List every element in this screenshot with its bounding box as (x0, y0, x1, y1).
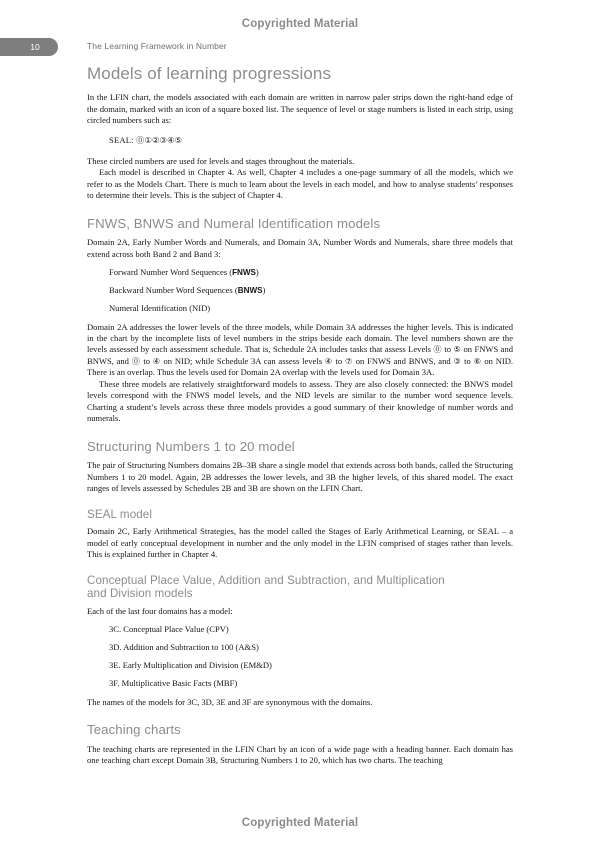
list-item-text: Numeral Identification (NID) (109, 303, 211, 314)
list-item-tail: ) (262, 285, 266, 296)
heading-teaching-charts: Teaching charts (87, 722, 181, 738)
paragraph-models-intro: In the LFIN chart, the models associated with each domain are written in narrow paler strips down the right-hand edge of the domain, marked with an icon of a square boxed list. The sequence of level or stage numbers is listed in each strip, using circled numbers such as: (87, 92, 513, 125)
paragraph-segment: to (332, 355, 345, 366)
paragraph-models-connected: These three models are relatively straightforward models to assess. They are also closely connected: the BNWS model levels correspond with the FNWS model levels, and the NID levels are similar to the number word sequence levels. Charting a student’s levels across these three models provides a good summary of their knowledge of number words and numerals. (87, 378, 513, 424)
level-circled-number: ⑥ (473, 355, 482, 366)
list-item-tail: ) (255, 267, 259, 278)
paragraph-circled-numbers-use: These circled numbers are used for levels and stages throughout the materials. (87, 155, 355, 166)
list-item: 3F. Multiplicative Basic Facts (MBF) (109, 678, 238, 689)
seal-example-circled-numbers: ⓪①②③④⑤ (136, 135, 183, 146)
paragraph-segment: on FNWS and BNWS, and (87, 344, 514, 366)
level-circled-number: ④ (324, 355, 333, 366)
level-circled-number: ④ (152, 355, 161, 366)
paragraph-segment: to (461, 355, 474, 366)
copyright-banner-top: Copyrighted Material (241, 18, 359, 30)
heading-line-2: and Division models (87, 587, 193, 601)
heading-models-of-learning-progressions: Models of learning progressions (87, 64, 332, 83)
list-item-text: Forward Number Word Sequences ( (109, 267, 233, 278)
list-item-text: Backward Number Word Sequences ( (109, 285, 238, 296)
list-item-abbr: BNWS (237, 286, 263, 296)
paragraph-last-four-domains: Each of the last four domains has a model: (87, 605, 233, 616)
level-circled-number: ⓪ (433, 344, 442, 355)
list-item: 3D. Addition and Subtraction to 100 (A&S) (109, 642, 259, 653)
list-item (109, 303, 513, 314)
heading-cpv-as-emd-models (87, 574, 513, 601)
running-head-title: The Learning Framework in Number (87, 41, 227, 51)
paragraph-segment: on FNWS and BNWS, and (352, 355, 454, 366)
paragraph-seal-model: Domain 2C, Early Arithmetical Strategies, has the model called the Stages of Early Arithmetical Learning, or SEAL – a model of early conceptual development in number and the only model in the LFIN comprised of stages rather than levels. This is explained further in Chapter 4. (87, 526, 513, 560)
heading-structuring-numbers-model: Structuring Numbers 1 to 20 model (87, 438, 295, 454)
level-circled-number: ⑤ (453, 344, 462, 355)
list-shared-models (87, 267, 513, 314)
list-domain-models (87, 624, 513, 689)
paragraph-segment: to (441, 344, 454, 355)
list-item: 3E. Early Multiplication and Division (EM&D) (109, 660, 272, 671)
heading-seal-model: SEAL model (87, 507, 153, 521)
paragraph-segment: on NID. There is an overlap. Thus the levels used for Domain 2A overlap with the levels used for Domain 3A. (87, 355, 514, 378)
paragraph-segment: on NID; while Schedule 3A can assess levels (160, 355, 325, 366)
heading-line-1: Conceptual Place Value, Addition and Subtraction, and Multiplication (87, 573, 445, 587)
page-content (87, 64, 513, 767)
level-circled-number: ⑦ (344, 355, 353, 366)
paragraph-teaching-charts: The teaching charts are represented in the LFIN Chart by an icon of a wide page with a heading banner. Each domain has one teaching chart except Domain 3B, Structuring Numbers 1 to 20, which has two charts. The teaching (87, 743, 513, 766)
copyright-banner-bottom: Copyrighted Material (241, 817, 359, 829)
running-head (0, 38, 600, 56)
heading-fnws-bnws-nid-models: FNWS, BNWS and Numeral Identification models (87, 215, 381, 231)
paragraph-model-names-synonymous: The names of the models for 3C, 3D, 3E and 3F are synonymous with the domains. (87, 696, 373, 707)
list-item-abbr: FNWS (232, 268, 256, 278)
paragraph-domain-levels (87, 322, 513, 379)
list-item (109, 285, 513, 296)
paragraph-models-chart: Each model is described in Chapter 4. As well, Chapter 4 includes a one-page summary of all the models, which we refer to as the Models Chart. There is much to learn about the levels in each model, and how to analyse students’ responses to determine their levels. This is the subject of Chapter 4. (87, 167, 513, 201)
paragraph-shared-models-intro: Domain 2A, Early Number Words and Numerals, and Domain 3A, Number Words and Numerals, share three models that extend across both Band 2 and Band 3: (87, 237, 513, 259)
level-circled-number: ⓪ (131, 355, 141, 366)
list-item: 3C. Conceptual Place Value (CPV) (109, 624, 229, 635)
paragraph-segment: to (140, 355, 153, 366)
paragraph-segment: Domain 2A addresses the lower levels of the three models, while Domain 3A addresses the higher levels. This is indicated in the chart by the incomplete lists of level numbers in the strips beside each domain. The level numbers shown are the levels assessed by each assessment schedule. That is, Schedule 2A includes tasks that assess Levels (87, 321, 513, 355)
seal-example-line (109, 135, 513, 146)
page-number-badge: 10 (0, 38, 58, 56)
list-item (109, 267, 513, 278)
paragraph-structuring-numbers: The pair of Structuring Numbers domains 2B–3B share a single model that extends across both bands, called the Structuring Numbers 1 to 20 model. Again, 2B addresses the lower levels, and 3B the higher levels, of this shared model. The exact ranges of levels assessed by Schedules 2B and 3B are shown on the LFIN Chart. (87, 460, 513, 494)
seal-example-label: SEAL: (109, 135, 134, 146)
level-circled-number: ③ (453, 355, 462, 366)
